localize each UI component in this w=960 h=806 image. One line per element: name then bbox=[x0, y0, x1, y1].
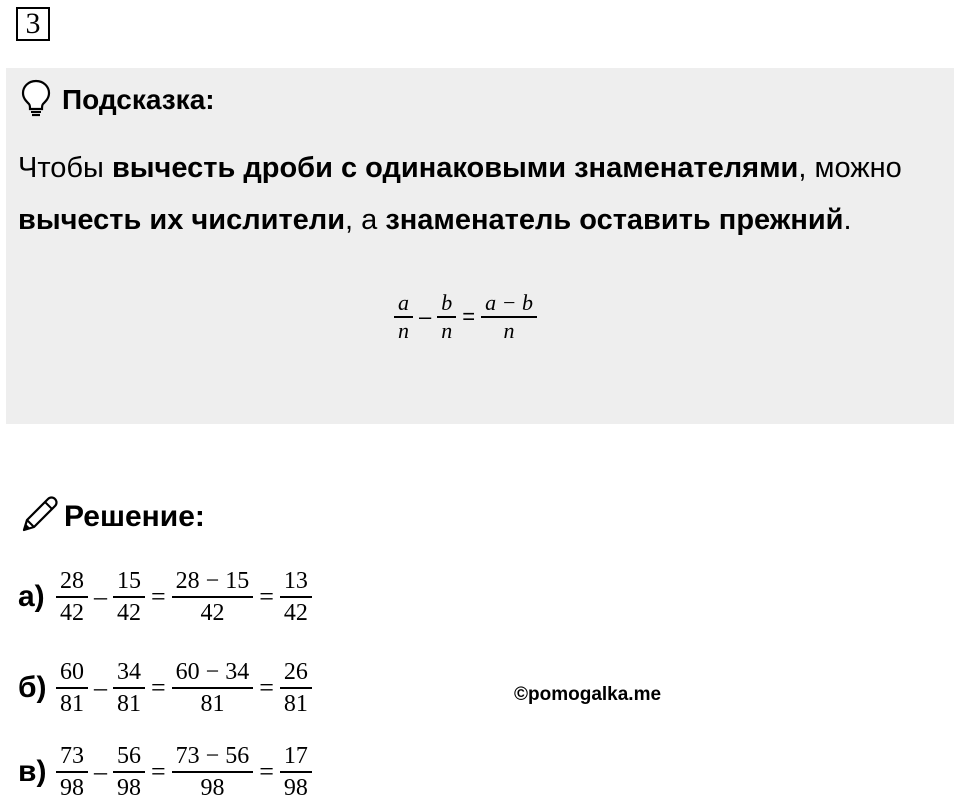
fraction-result bbox=[280, 566, 312, 628]
fraction-result bbox=[481, 290, 537, 344]
denominator: 42 bbox=[200, 600, 225, 626]
denominator: 98 bbox=[60, 775, 84, 801]
equals-sign: = bbox=[151, 673, 166, 702]
denominator: 81 bbox=[200, 691, 225, 717]
hint-bold-2: вычесть их числители bbox=[18, 204, 346, 236]
hint-text-part-4: . bbox=[843, 204, 852, 236]
solution-row bbox=[18, 657, 312, 719]
row-label: в) bbox=[18, 755, 47, 788]
equals-sign: = bbox=[151, 757, 166, 786]
denominator: n bbox=[441, 318, 453, 343]
denominator: 42 bbox=[283, 600, 308, 626]
numerator: a bbox=[398, 290, 409, 315]
numerator: 56 bbox=[117, 743, 141, 769]
numerator: 34 bbox=[117, 659, 141, 685]
numerator: 73 − 56 bbox=[175, 743, 250, 769]
equals-sign: = bbox=[259, 582, 274, 611]
hint-header bbox=[20, 80, 215, 120]
lightbulb-icon bbox=[20, 79, 52, 122]
fraction-subtrahend bbox=[113, 741, 145, 803]
fraction-minuend bbox=[56, 657, 88, 719]
numerator: 15 bbox=[117, 568, 141, 594]
solution-title: Решение: bbox=[64, 500, 205, 533]
hint-text-part-1: Чтобы bbox=[18, 152, 112, 184]
numerator: 28 bbox=[60, 568, 84, 594]
numerator: 28 − 15 bbox=[175, 568, 250, 594]
minus-sign: – bbox=[94, 757, 107, 786]
row-label: а) bbox=[18, 580, 45, 613]
task-number: 3 bbox=[16, 7, 50, 41]
fraction-combined bbox=[172, 741, 254, 803]
fraction-combined bbox=[172, 657, 254, 719]
fraction-a-over-n bbox=[394, 290, 413, 344]
equals-sign: = bbox=[259, 757, 274, 786]
numerator: 60 bbox=[60, 659, 84, 685]
fraction-minuend bbox=[56, 741, 88, 803]
hint-bold-3: знаменатель оставить прежний bbox=[385, 204, 844, 236]
fraction-b-over-n bbox=[437, 290, 456, 344]
numerator: 73 bbox=[60, 743, 84, 769]
numerator: 60 − 34 bbox=[175, 659, 250, 685]
solution-row bbox=[18, 741, 312, 803]
hint-text bbox=[18, 142, 938, 246]
equals-sign: = bbox=[462, 304, 476, 329]
denominator: 81 bbox=[283, 691, 308, 717]
hint-title: Подсказка: bbox=[62, 84, 215, 115]
hint-bold-1: вычесть дроби с одинаковыми знаменателями bbox=[111, 152, 799, 184]
minus-sign: – bbox=[419, 304, 432, 329]
hint-panel bbox=[6, 68, 954, 424]
denominator: 81 bbox=[60, 691, 84, 717]
hint-text-part-3: , а bbox=[345, 204, 386, 236]
denominator: n bbox=[398, 318, 409, 343]
denominator: 98 bbox=[200, 775, 225, 801]
hint-formula bbox=[394, 290, 537, 370]
numerator: a − b bbox=[485, 290, 533, 315]
fraction-minuend bbox=[56, 566, 88, 628]
hint-text-part-2: , можно bbox=[798, 152, 902, 184]
solution-header bbox=[18, 495, 205, 539]
fraction-result bbox=[280, 657, 312, 719]
numerator: b bbox=[441, 290, 453, 315]
denominator: 98 bbox=[117, 775, 141, 801]
numerator: 26 bbox=[283, 659, 308, 685]
fraction-result bbox=[280, 741, 312, 803]
fraction-subtrahend bbox=[113, 657, 145, 719]
watermark: ©pomogalka.me bbox=[514, 684, 662, 705]
denominator: n bbox=[503, 318, 515, 343]
denominator: 98 bbox=[283, 775, 308, 801]
equals-sign: = bbox=[259, 673, 274, 702]
equals-sign: = bbox=[151, 582, 166, 611]
minus-sign: – bbox=[94, 582, 107, 611]
solution-row bbox=[18, 566, 312, 628]
minus-sign: – bbox=[94, 673, 107, 702]
row-label: б) bbox=[18, 671, 47, 704]
fraction-combined bbox=[172, 566, 254, 628]
denominator: 42 bbox=[60, 600, 84, 626]
fraction-subtrahend bbox=[113, 566, 145, 628]
denominator: 81 bbox=[117, 691, 141, 717]
denominator: 42 bbox=[117, 600, 141, 626]
numerator: 13 bbox=[283, 568, 308, 594]
numerator: 17 bbox=[283, 743, 308, 769]
pencil-icon bbox=[18, 494, 60, 541]
